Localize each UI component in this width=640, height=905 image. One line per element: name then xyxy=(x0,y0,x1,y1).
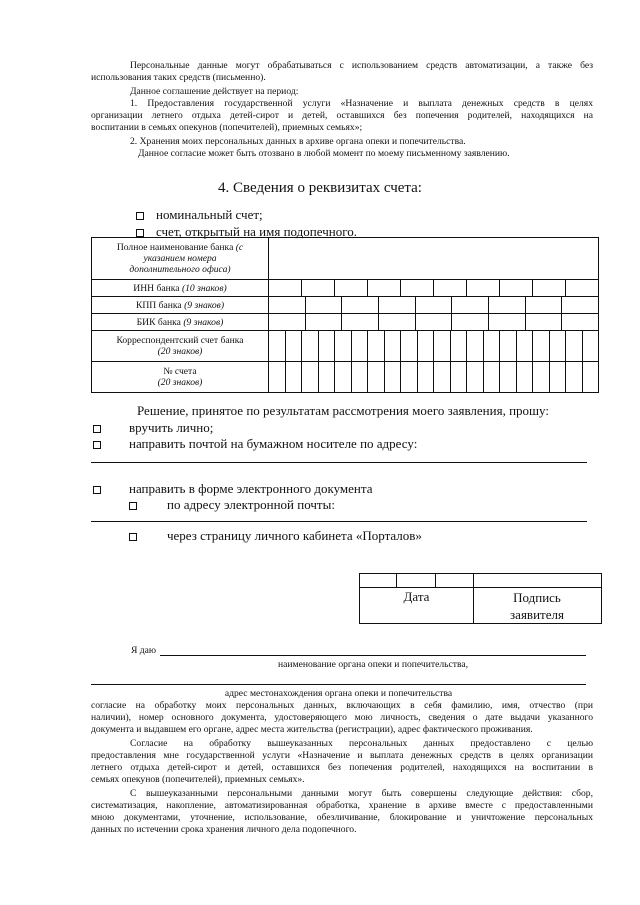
consent-text: семьях опекунов (попечителей), приемных семьях». xyxy=(91,774,305,785)
table-row xyxy=(92,362,599,393)
label-note: (20 знаков) xyxy=(157,346,203,357)
decision-option-post[interactable] xyxy=(93,436,417,452)
bik-label xyxy=(92,314,269,331)
consent-text: систематизация, накопление, автоматизированная обработка, хранение в архиве вместе с предоставленными xyxy=(91,800,593,811)
account-number-label xyxy=(92,362,269,393)
signature-label xyxy=(473,589,601,623)
label-note: (9 знаков) xyxy=(183,316,224,328)
consent-item2: 2. Хранения моих персональных данных в архиве органа опеки и попечительства. xyxy=(130,136,466,147)
corr-account-label xyxy=(92,331,269,362)
inn-cells[interactable] xyxy=(269,280,599,297)
option-label: вручить лично; xyxy=(129,420,214,435)
consent-i-give: Я даю xyxy=(131,645,157,656)
option-label: номинальный счет; xyxy=(156,207,263,222)
checkbox-icon[interactable] xyxy=(129,533,137,541)
checkbox-icon[interactable] xyxy=(136,212,144,220)
decision-title: Решение, принятое по результатам рассмотрения моего заявления, прошу: xyxy=(137,403,549,418)
consent-text: Согласие на обработку вышеуказанных персональных данных предоставлено с целью xyxy=(130,738,593,749)
consent-item1-line1: 1. Предоставления государственной услуги «Назначение и выплата денежных средств в целях xyxy=(130,98,593,109)
label-note: (10 знаков) xyxy=(181,282,227,294)
option-label: по адресу электронной почты: xyxy=(167,497,335,512)
consent-text: данных по истечении срока хранения личного дела подопечного. xyxy=(91,824,357,835)
consent-text: согласие на обработку моих персональных данных, включающих в себя фамилию, имя, отчество (при xyxy=(91,700,593,711)
consent-text: мною документами, уточнение, использование, обезличивание, блокирование и уничтожение персональных xyxy=(91,812,593,823)
label-text: Корреспондентский счет банка xyxy=(116,335,244,346)
consent-text: С вышеуказанными персональными данными могут быть совершены следующие действия: сбор, xyxy=(130,788,593,799)
inn-label xyxy=(92,280,269,297)
consent-text: летнего отдыха детей-сирот и детей, оставшихся без попечения родителей, находящихся на воспитании в xyxy=(91,762,593,773)
kpp-cells[interactable] xyxy=(269,297,599,314)
guardianship-body-caption: наименование органа опеки и попечительства, xyxy=(277,659,469,670)
consent-p1-cont: использования таких средств (письменно). xyxy=(91,72,266,83)
table-row xyxy=(92,314,599,331)
label-note: дополнительного офиса) xyxy=(129,264,231,275)
bik-cells[interactable] xyxy=(269,314,599,331)
option-label: направить почтой на бумажном носителе по адресу: xyxy=(129,436,418,451)
account-number-cells[interactable] xyxy=(269,362,599,393)
table-row xyxy=(92,297,599,314)
consent-item1-line2: организации летнего отдыха детей-сирот и детей, оставшихся без попечения родителей, находящихся на xyxy=(91,110,593,121)
decision-option-in-person[interactable] xyxy=(93,420,213,436)
section4-title: 4. Сведения о реквизитах счета: xyxy=(218,180,422,196)
table-row xyxy=(92,238,599,280)
date-label: Дата xyxy=(403,589,430,604)
option-label: через страницу личного кабинета «Порталов» xyxy=(167,528,422,543)
consent-p2: Данное соглашение действует на период: xyxy=(130,86,299,97)
label-text: № счета xyxy=(163,366,197,377)
label-note: (9 знаков) xyxy=(184,299,225,311)
guardianship-body-line[interactable] xyxy=(160,655,586,656)
table-row xyxy=(92,331,599,362)
consent-p1: Персональные данные могут обрабатываться с использованием средств автоматизации, а также без xyxy=(130,60,593,71)
checkbox-icon[interactable] xyxy=(93,486,101,494)
label-text: ИНН банка xyxy=(133,282,180,294)
consent-text: наличии), номер основного документа, удостоверяющего мою личность, сведения о дате выдачи указанного xyxy=(91,712,593,723)
option-label: направить в форме электронного документа xyxy=(129,481,373,496)
label-note: (20 знаков) xyxy=(157,377,203,388)
label-note: (с xyxy=(235,242,244,253)
signature-divider xyxy=(360,587,601,588)
guardianship-address-caption: адрес местонахождения органа опеки и попечительства xyxy=(224,688,453,699)
decision-option-electronic[interactable] xyxy=(93,481,373,497)
email-address-line[interactable] xyxy=(91,521,587,522)
label-note: указанием номера xyxy=(143,253,217,264)
postal-address-line[interactable] xyxy=(91,462,587,463)
corr-account-cells[interactable] xyxy=(269,331,599,362)
checkbox-icon[interactable] xyxy=(129,502,137,510)
consent-text: документа и выдавшем его органе, адрес места жительства (регистрации), адрес фактического проживания. xyxy=(91,724,533,735)
option-label: счет, открытый на имя подопечного. xyxy=(156,224,357,239)
label-text: Полное наименование банка xyxy=(116,242,234,253)
consent-text: предоставления мне государственной услуги «Назначение и выплата денежных средств в целях организации xyxy=(91,750,593,761)
consent-p3: Данное согласие может быть отозвано в любой момент по моему письменному заявлению. xyxy=(138,148,510,159)
checkbox-icon[interactable] xyxy=(93,425,101,433)
option-nominal-account[interactable] xyxy=(136,207,263,223)
checkbox-icon[interactable] xyxy=(136,229,144,237)
signature-box xyxy=(359,573,602,624)
consent-item1-line3: воспитании в семьях опекунов (попечителей), приемных семьях»; xyxy=(91,122,363,133)
label-text: заявителя xyxy=(510,607,564,622)
guardianship-address-line[interactable] xyxy=(91,684,586,685)
bank-name-label xyxy=(92,238,269,280)
bank-name-field[interactable] xyxy=(269,238,599,280)
decision-option-email[interactable] xyxy=(129,497,335,513)
table-row xyxy=(92,280,599,297)
kpp-label xyxy=(92,297,269,314)
checkbox-icon[interactable] xyxy=(93,441,101,449)
label-text: КПП банка xyxy=(135,299,182,311)
decision-option-portal[interactable] xyxy=(129,528,422,544)
label-text: Подпись xyxy=(513,590,561,605)
account-details-table xyxy=(91,237,599,393)
label-text: БИК банка xyxy=(136,316,181,328)
